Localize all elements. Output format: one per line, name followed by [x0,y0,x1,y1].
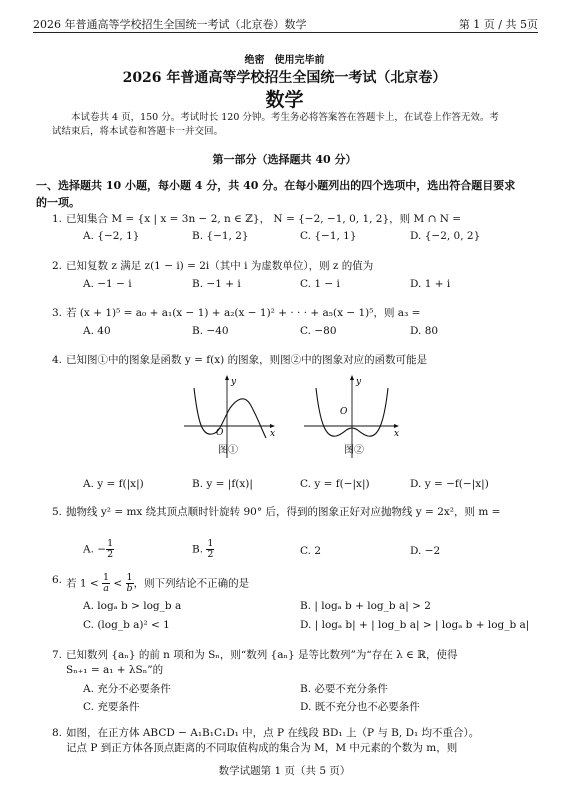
figure-2-caption: 图② [344,445,364,456]
question-number: 5. [52,506,63,518]
question-text: 如图，在正方体 ABCD − A₁B₁C₁D₁ 中，点 P 在线段 BD₁ 上（P 与 B, D₁ 均不重合）。 [66,727,480,739]
question-number: 6. [52,574,63,586]
q5-option-a: A. − $\frac{1}{2}$ [83,538,114,560]
header-exam-title: 2026 年普通高等学校招生全国统一考试（北京卷）数学 [33,18,307,31]
q2-option-d: D. 1 + i [410,278,451,290]
q6-option-d: D. | logₐ b| + | log_b a| > | logₐ b + log_b a| [300,619,530,631]
origin-label: O [340,407,348,417]
q4-option-d: D. y = −f(−|x|) [410,478,489,490]
question-text: 已知复数 z 满足 z(1 − i) = 2i（其中 i 为虚数单位），则 z 的值为 [66,260,374,272]
q6-option-a: A. logₐ b > log_b a [83,600,182,612]
question-text: 已知图①中的图象是函数 y = f(x) 的图象，则图②中的图象对应的函数可能是 [66,354,428,366]
q3-option-c: C. −80 [300,325,337,337]
subject-title: 数学 [265,89,304,111]
q7-option-d: D. 既不充分也不必要条件 [300,701,420,713]
question-8-stem [52,726,526,756]
question-6-stem: 6. 若 1 < $\frac{1}{a}$ < $\frac{1}{b}$ ，则下列结论不正确的是 [52,572,250,594]
question-number: 7. [52,649,63,661]
fraction-one-over-b: $\frac{1}{b}$ [126,572,133,594]
q1-option-c: C. {−1, 1} [300,230,357,242]
q2-option-a: A. −1 − i [83,278,132,290]
question-text: 若 (x + 1)⁵ = a₀ + a₁(x − 1) + a₂(x − 1)² + · · · + a₅(x − 1)⁵，则 a₃ = [66,307,421,319]
question-3-stem [52,306,526,321]
y-axis-arrow [350,375,354,380]
section-one-instructions: 一、选择题共 10 小题，每小题 4 分，共 40 分。在每小题列出的四个选项中，选出符合题目要求的一项。 [36,179,516,209]
question-text: 已知集合 M = {x | x = 3n − 2, n ∈ ℤ}， N = {−2, −1, 0, 1, 2}，则 M ∩ N = [66,213,462,225]
origin-label: O [216,428,224,438]
exam-title: 2026 年普通高等学校招生全国统一考试（北京卷） [122,70,447,86]
x-axis-arrow [394,424,399,428]
y-axis-arrow [225,375,229,380]
q6-option-b: B. | logₐ b + log_b a| > 2 [300,600,431,612]
q7-option-c: C. 充要条件 [83,701,140,713]
question-7-stem [52,648,526,678]
secret-mark: 绝密 使用完毕前 [244,55,325,66]
question-text-line-2: 记点 P 到正方体各顶点距离的不同取值构成的集合为 M，M 中元素的个数为 m，则 [66,742,458,754]
function-curve-f [194,388,266,438]
q4-option-b: B. y = |f(x)| [192,478,253,490]
part-one-heading: 第一部分（选择题共 40 分） [212,153,357,166]
y-axis-label: y [356,377,362,387]
fraction: $\frac{1}{2}$ [107,538,114,560]
q5-option-c: C. 2 [300,545,322,557]
question-text: 抛物线 y² = mx 绕其顶点顺时针旋转 90° 后，得到的图象正好对应抛物线 y = 2x²，则 m = [66,506,501,518]
question-number: 3. [52,307,63,319]
q1-option-a: A. {−2, 1} [83,230,140,242]
header-page-number: 第 1 页 / 共 5页 [458,18,538,31]
question-5-stem [52,505,526,520]
q3-option-d: D. 80 [410,325,439,337]
x-axis-label: x [270,429,276,439]
y-axis-label: y [231,377,237,387]
question-number: 1. [52,213,63,225]
x-axis-label: x [394,429,400,439]
q3-option-a: A. 40 [83,325,111,337]
page-footer: 数学试题第 1 页（共 5 页） [218,765,351,777]
q2-option-b: B. −1 + i [192,278,241,290]
fraction-one-over-a: $\frac{1}{a}$ [103,572,110,594]
fraction: $\frac{1}{2}$ [207,538,214,560]
page-header [33,14,538,33]
q6-option-c: C. (log_b a)² < 1 [83,619,170,631]
q1-option-d: D. {−2, 0, 2} [410,230,481,242]
question-number: 8. [52,727,63,739]
q5-option-d: D. −2 [410,545,441,557]
question-number: 2. [52,260,63,272]
q7-option-b: B. 必要不充分条件 [300,683,388,695]
exam-notice: 本试卷共 4 页，150 分。考试时长 120 分钟。考生务必将答案答在答题卡上，在试卷上作答无效。考试结束后，将本试卷和答题卡一并交回。 [52,112,499,137]
q4-option-a: A. y = f(|x|) [83,478,144,490]
question-text: 已知数列 {aₙ} 的前 n 项和为 Sₙ，则“数列 {aₙ} 是等比数列”为“存在 λ ∈ ℝ，使得 [66,649,458,661]
q1-option-b: B. {−1, 2} [192,230,249,242]
q5-option-b: B. $\frac{1}{2}$ [192,538,214,560]
q2-option-c: C. 1 − i [300,278,340,290]
question-text-line-2: Sₙ₊₁ = a₁ + λSₙ”的 [66,664,164,676]
question-number: 4. [52,354,63,366]
q7-option-a: A. 充分不必要条件 [83,683,171,695]
question-4-stem [52,353,526,368]
q3-option-b: B. −40 [192,325,229,337]
question-1-stem [52,212,526,227]
question-2-stem [52,259,526,274]
x-axis-arrow [270,424,275,428]
figure-1-caption: 图① [218,445,238,456]
q4-option-c: C. y = f(−|x|) [300,478,370,490]
